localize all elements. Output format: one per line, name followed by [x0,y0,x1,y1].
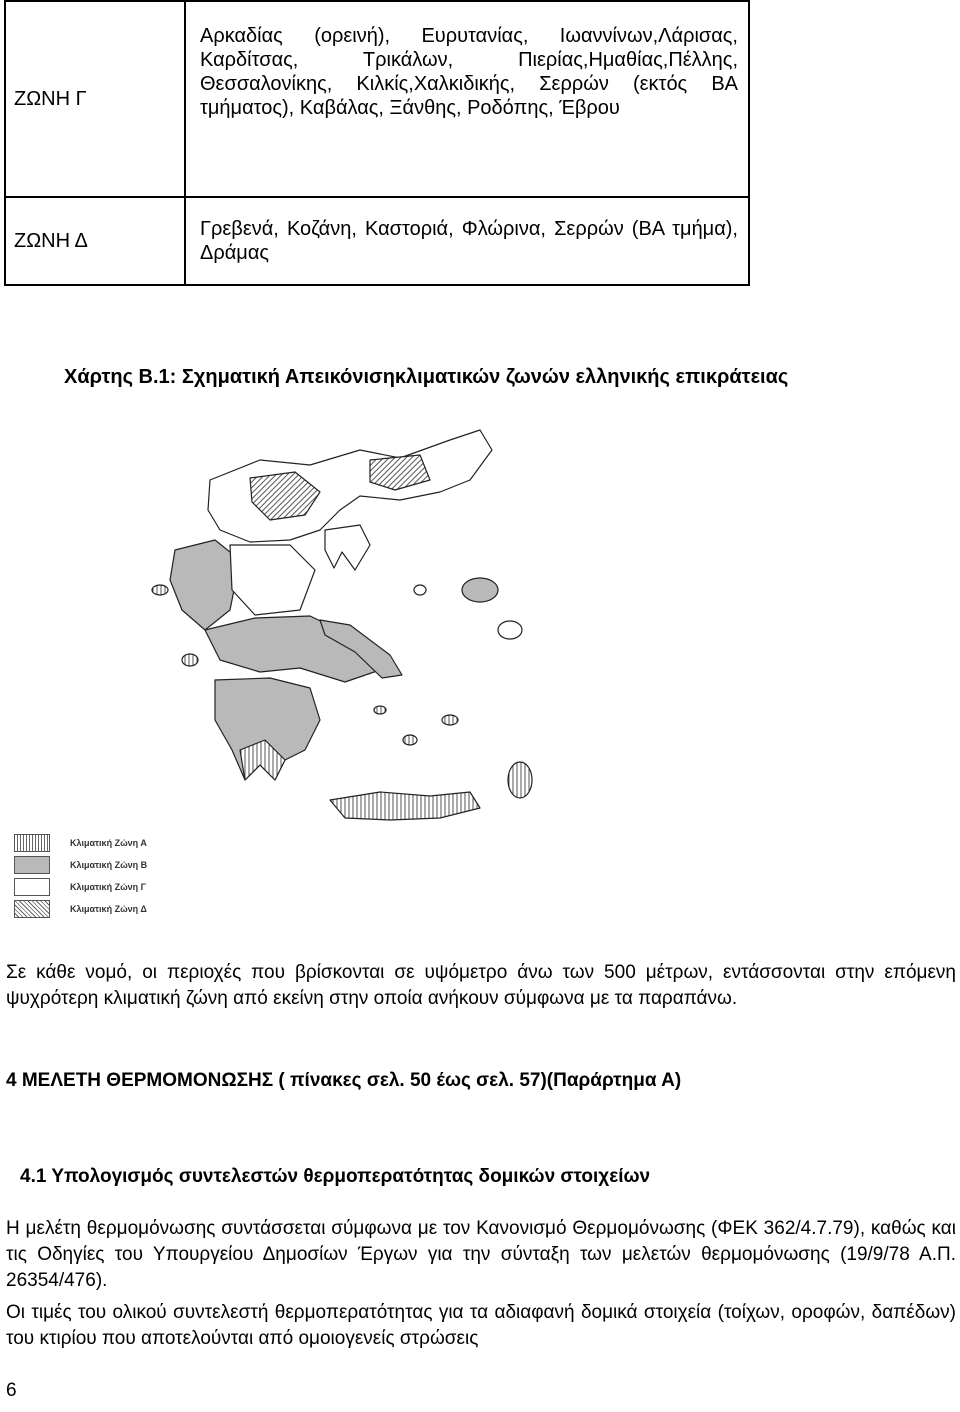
map-island [462,578,498,602]
legend-swatch-zone-a [14,834,50,852]
paragraph-altitude-note: Σε κάθε νομό, οι περιοχές που βρίσκονται σε υψόμετρο άνω των 500 μέτρων, εντάσσονται στην επόμενη ψυχρότερη κλιματική ζώνη από εκείνη στην οποία ανήκουν σύμφωνα με τα παραπάνω. [6,962,956,1009]
map-island [403,735,417,745]
map-region-epirus [170,540,240,630]
legend-swatch-zone-b [14,856,50,874]
zone-name-cell: ΖΩΝΗ Δ [5,197,185,285]
legend-item [14,832,147,854]
section-heading-4: 4 ΜΕΛΕΤΗ ΘΕΡΜΟΜΟΝΩΣΗΣ ( πίνακες σελ. 50 έως σελ. 57)(Παράρτημα Α) [6,1070,682,1091]
legend-label: Κλιματική Ζώνη Β [70,860,148,870]
legend-item [14,876,147,898]
paragraph-thermal-study: Η μελέτη θερμομόνωσης συντάσσεται σύμφωνα με τον Κανονισμό Θερμομόνωσης (ΦΕΚ 362/4.7.79), καθώς και τις Οδηγίες του Υπουργείου Δημοσίων Έργων για την σύνταξη των μελετών θερμομόνωσης (19/9/78 Α.Π. 26354/476). [6,1218,956,1291]
map-island [152,585,168,595]
section-heading-4-1: 4.1 Υπολογισμός συντελεστών θερμοπερατότητας δομικών στοιχείων [20,1166,651,1187]
legend-item [14,898,147,920]
page-number: 6 [6,1380,17,1401]
map-region-chalkidiki [325,525,370,570]
legend-item [14,854,147,876]
map-island [508,762,532,798]
legend-swatch-zone-c [14,878,50,896]
greece-climate-zone-map [120,420,550,840]
zone-areas-cell: Αρκαδίας (ορεινή), Ευρυτανίας, Ιωαννίνων,Λάρισας, Καρδίτσας, Τρικάλων, Πιερίας,Ημαθίας,Πέλλης, Θεσσαλονίκης, Κιλκίς,Χαλκιδικής, Σερρών (εκτός ΒΑ τμήματος), Καβάλας, Ξάνθης, Ροδόπης, Έβρου [185,1,749,197]
zone-name-cell: ΖΩΝΗ Γ [5,1,185,197]
climate-zone-table [4,0,750,286]
map-caption: Χάρτης Β.1: Σχηματική Απεικόνισηκλιματικών ζωνών ελληνικής επικράτειας [64,366,789,388]
legend-label: Κλιματική Ζώνη Α [70,838,147,848]
legend-swatch-zone-d [14,900,50,918]
legend-label: Κλιματική Ζώνη Δ [70,904,147,914]
map-region-crete [330,792,480,820]
table-row [5,197,749,285]
map-island [182,654,198,666]
map-island [498,621,522,639]
table-row [5,1,749,197]
map-region-thessaly [230,545,315,615]
legend-label: Κλιματική Ζώνη Γ [70,882,147,892]
map-island [442,715,458,725]
map-legend [14,832,147,920]
paragraph-u-values: Οι τιμές του ολικού συντελεστή θερμοπερατότητας για τα αδιαφανή δομικά στοιχεία (τοίχων, οροφών, δαπέδων) του κτιρίου που αποτελούνται από ομοιογενείς στρώσεις [6,1302,956,1349]
map-island [414,585,426,595]
zone-areas-cell: Γρεβενά, Κοζάνη, Καστοριά, Φλώρινα, Σερρών (ΒΑ τμήμα), Δράμας [185,197,749,285]
map-island [374,706,386,714]
